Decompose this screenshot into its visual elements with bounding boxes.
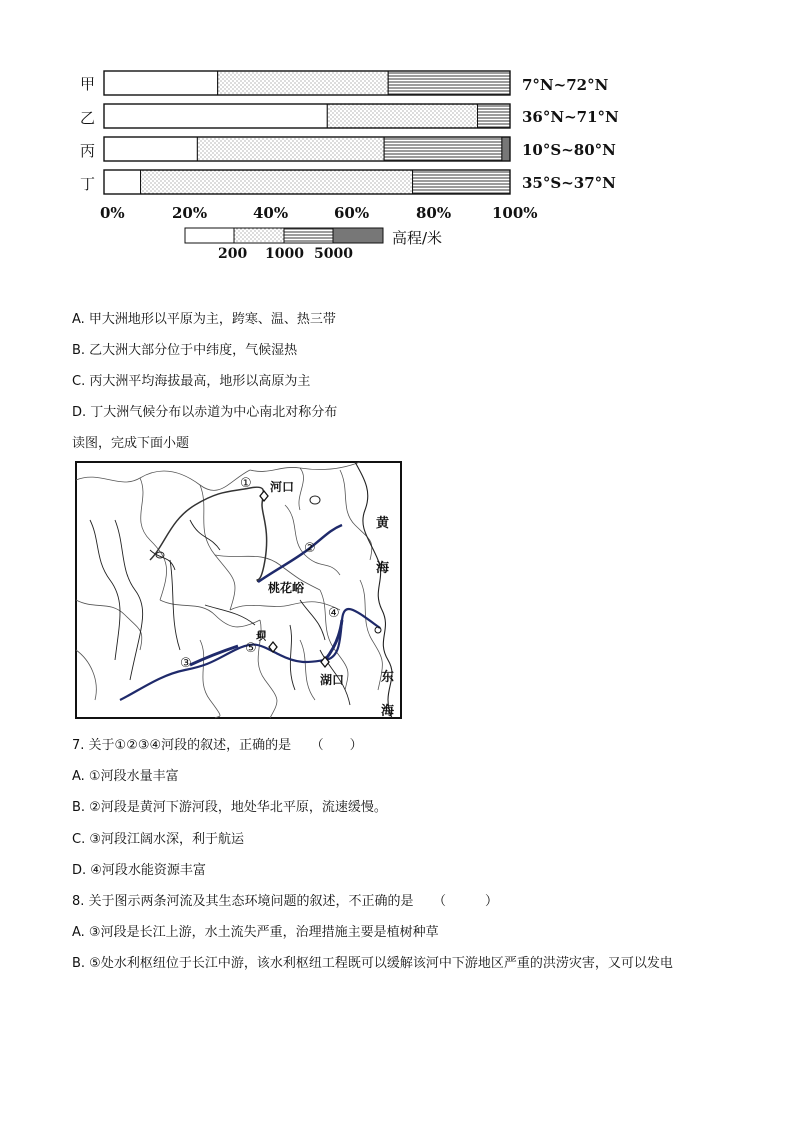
q8-option-b: B. ⑤处水利枢纽位于长江中游，该水利枢纽工程既可以缓解该河中下游地区严重的洪涝灾害，又可以发电 xyxy=(72,956,673,971)
row-label-ding: 丁 xyxy=(80,175,96,193)
label-hai-1: 海 xyxy=(376,561,390,576)
option-b-intro: B. 乙大洲大部分位于中纬度，气候湿热 xyxy=(72,343,298,358)
label-hukou: 湖口 xyxy=(320,673,345,687)
x-tick-20: 20% xyxy=(172,204,208,222)
x-tick-100: 100% xyxy=(492,204,538,222)
lat-range-ding: 35°S~37°N xyxy=(522,174,616,192)
lat-range-bing: 10°S~80°N xyxy=(522,141,616,159)
x-tick-40: 40% xyxy=(253,204,289,222)
legend-value-5000: 5000 xyxy=(314,246,353,262)
label-taohuayu: 桃花峪 xyxy=(268,581,305,595)
lat-range-jia: 7°N~72°N xyxy=(522,76,609,94)
row-label-bing: 丙 xyxy=(80,142,96,160)
q7-stem: 7. 关于①②③④河段的叙述，正确的是 （ ） xyxy=(72,738,363,753)
marker-4: ④ xyxy=(328,606,340,621)
x-tick-80: 80% xyxy=(416,204,452,222)
lat-range-yi: 36°N~71°N xyxy=(522,108,619,126)
label-hai-2: 海 xyxy=(381,704,395,719)
row-label-yi: 乙 xyxy=(80,109,96,127)
q8-option-a: A. ③河段是长江上游，水土流失严重，治理措施主要是植树种草 xyxy=(72,925,439,940)
read-map-instruction: 读图，完成下面小题 xyxy=(72,436,190,451)
x-tick-60: 60% xyxy=(334,204,370,222)
q7-option-b: B. ②河段是黄河下游河段，地处华北平原，流速缓慢。 xyxy=(72,800,387,815)
x-tick-0: 0% xyxy=(100,204,125,222)
marker-5: ⑤ xyxy=(245,641,257,656)
row-label-jia: 甲 xyxy=(80,75,96,93)
q8-stem: 8. 关于图示两条河流及其生态环境问题的叙述，不正确的是 （ ） xyxy=(72,894,499,909)
legend-value-1000: 1000 xyxy=(265,246,304,262)
label-ba: 坝 xyxy=(256,632,266,643)
marker-3: ③ xyxy=(180,656,192,671)
option-c-intro: C. 丙大洲平均海拔最高，地形以高原为主 xyxy=(72,374,311,389)
q7-option-a: A. ①河段水量丰富 xyxy=(72,769,179,784)
marker-1: ① xyxy=(240,476,252,491)
legend-unit: 高程/米 xyxy=(392,229,443,247)
option-d-intro: D. 丁大洲气候分布以赤道为中心南北对称分布 xyxy=(72,405,338,420)
legend-value-200: 200 xyxy=(218,246,248,262)
q7-option-c: C. ③河段江阔水深，利于航运 xyxy=(72,832,244,847)
label-dong: 东 xyxy=(381,670,395,685)
label-hekou: 河口 xyxy=(270,480,295,494)
label-huang: 黄 xyxy=(376,516,390,531)
option-a-intro: A. 甲大洲地形以平原为主，跨寒、温、热三带 xyxy=(72,312,336,327)
marker-2: ② xyxy=(304,541,316,556)
q7-option-d: D. ④河段水能资源丰富 xyxy=(72,863,206,878)
